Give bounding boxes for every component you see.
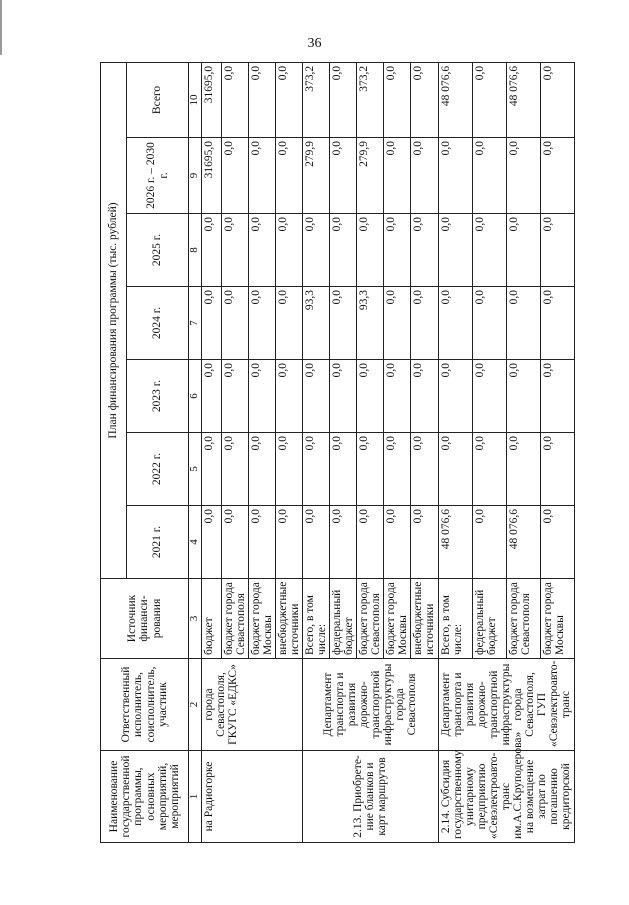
value-cell: 0,0 bbox=[221, 62, 248, 137]
value-cell: 0,0 bbox=[201, 506, 221, 579]
col-index: 1 bbox=[189, 751, 202, 843]
value-cell: 0,0 bbox=[384, 433, 411, 506]
responsible-party: Департамент транспорта и развития дорожно-транспортной инфраструктуры города Севастополя, ГУП «Севэлектроавто-транс bbox=[438, 659, 574, 751]
value-cell: 0,0 bbox=[357, 506, 384, 579]
header-year-2023: 2023 г. bbox=[127, 360, 189, 433]
header-year-2025: 2025 г. bbox=[127, 214, 189, 287]
value-cell: 0,0 bbox=[302, 433, 329, 506]
value-cell: 0,0 bbox=[411, 433, 438, 506]
financing-table bbox=[100, 62, 575, 843]
value-cell: 0,0 bbox=[384, 506, 411, 579]
value-cell: 0,0 bbox=[438, 214, 472, 287]
value-cell: 0,0 bbox=[330, 360, 357, 433]
value-cell: 0,0 bbox=[384, 287, 411, 360]
funding-source: бюджет города Севастополя bbox=[357, 579, 384, 659]
value-cell: 0,0 bbox=[201, 360, 221, 433]
col-index: 2 bbox=[189, 659, 202, 751]
value-cell: 0,0 bbox=[472, 214, 506, 287]
header-plan: План финансирования программы (тыс. рублей) bbox=[101, 62, 127, 578]
measure-name: 2.13. Приобрете-ние бланков и карт маршрутов bbox=[302, 751, 438, 843]
value-cell: 0,0 bbox=[275, 138, 302, 214]
value-cell: 0,0 bbox=[275, 506, 302, 579]
value-cell: 0,0 bbox=[438, 287, 472, 360]
value-cell: 0,0 bbox=[248, 360, 275, 433]
value-cell: 0,0 bbox=[221, 214, 248, 287]
value-cell: 0,0 bbox=[438, 360, 472, 433]
value-cell: 0,0 bbox=[248, 214, 275, 287]
measure-name: 2.14. Субсидия государственному унитарному предприятию «Севэлектроавто-транс им.А.С.Круподерова» на возмещение затрат по погашению кредиторской bbox=[438, 751, 574, 843]
value-cell: 0,0 bbox=[201, 433, 221, 506]
value-cell: 0,0 bbox=[357, 214, 384, 287]
value-cell: 0,0 bbox=[472, 62, 506, 137]
responsible-party: Департамент транспорта и развития дорожно-транспортной инфраструктуры города Севастополя bbox=[302, 659, 438, 751]
funding-source: бюджет города Севастополя bbox=[221, 579, 248, 659]
value-cell: 0,0 bbox=[357, 360, 384, 433]
header-year-2024: 2024 г. bbox=[127, 287, 189, 360]
funding-source: федеральный бюджет bbox=[330, 579, 357, 659]
responsible-party: города Севастополя, ГКУГС «ЕДКС» bbox=[201, 659, 302, 751]
value-cell: 0,0 bbox=[506, 433, 540, 506]
value-cell: 0,0 bbox=[411, 214, 438, 287]
value-cell: 0,0 bbox=[384, 62, 411, 137]
value-cell: 0,0 bbox=[411, 62, 438, 137]
value-cell: 0,0 bbox=[540, 287, 574, 360]
header-year-2026-2030: 2026 г. – 2030 г. bbox=[127, 138, 189, 214]
value-cell: 0,0 bbox=[248, 433, 275, 506]
value-cell: 0,0 bbox=[248, 138, 275, 214]
col-index: 5 bbox=[189, 433, 202, 506]
value-cell: 0,0 bbox=[506, 287, 540, 360]
value-cell: 0,0 bbox=[472, 433, 506, 506]
funding-source: бюджет города Севастополя bbox=[506, 579, 540, 659]
value-cell: 0,0 bbox=[330, 287, 357, 360]
value-cell: 0,0 bbox=[540, 433, 574, 506]
value-cell: 0,0 bbox=[221, 138, 248, 214]
header-responsible: Ответственный исполнитель, соисполнитель, участник bbox=[101, 659, 189, 751]
funding-source: бюджет города Москвы bbox=[248, 579, 275, 659]
header-year-2022: 2022 г. bbox=[127, 433, 189, 506]
header-source: Источник финанси-рования bbox=[101, 579, 189, 659]
value-cell: 48 076,6 bbox=[506, 62, 540, 137]
value-cell: 0,0 bbox=[472, 506, 506, 579]
value-cell: 373,2 bbox=[302, 62, 329, 137]
value-cell: 0,0 bbox=[411, 506, 438, 579]
value-cell: 48 076,6 bbox=[506, 506, 540, 579]
table-row bbox=[438, 62, 472, 842]
column-index-row bbox=[189, 62, 202, 842]
value-cell: 0,0 bbox=[540, 138, 574, 214]
value-cell: 0,0 bbox=[384, 138, 411, 214]
funding-source: Всего, в том числе: bbox=[438, 579, 472, 659]
value-cell: 0,0 bbox=[275, 214, 302, 287]
value-cell: 0,0 bbox=[221, 506, 248, 579]
page-number: 36 bbox=[307, 36, 322, 51]
funding-source: федеральный бюджет bbox=[472, 579, 506, 659]
value-cell: 0,0 bbox=[302, 214, 329, 287]
rotated-table-container bbox=[100, 63, 619, 843]
value-cell: 0,0 bbox=[302, 360, 329, 433]
col-index: 10 bbox=[189, 62, 202, 137]
value-cell: 0,0 bbox=[248, 287, 275, 360]
table-row bbox=[302, 62, 329, 842]
funding-source: бюджет города Москвы bbox=[540, 579, 574, 659]
value-cell: 0,0 bbox=[411, 360, 438, 433]
measure-name: на Радиогорке bbox=[201, 751, 302, 843]
value-cell: 0,0 bbox=[357, 433, 384, 506]
value-cell: 0,0 bbox=[201, 214, 221, 287]
value-cell: 0,0 bbox=[330, 506, 357, 579]
header-total: Всего bbox=[127, 62, 189, 137]
header-year-2021: 2021 г. bbox=[127, 506, 189, 579]
value-cell: 0,0 bbox=[275, 287, 302, 360]
value-cell: 0,0 bbox=[472, 138, 506, 214]
value-cell: 0,0 bbox=[248, 506, 275, 579]
value-cell: 48 076,6 bbox=[438, 62, 472, 137]
value-cell: 48 076,6 bbox=[438, 506, 472, 579]
value-cell: 31695,0 bbox=[201, 138, 221, 214]
funding-source: бюджет bbox=[201, 579, 221, 659]
value-cell: 0,0 bbox=[506, 360, 540, 433]
col-index: 8 bbox=[189, 214, 202, 287]
value-cell: 279,9 bbox=[357, 138, 384, 214]
value-cell: 0,0 bbox=[221, 287, 248, 360]
col-index: 3 bbox=[189, 579, 202, 659]
value-cell: 0,0 bbox=[540, 360, 574, 433]
value-cell: 0,0 bbox=[411, 138, 438, 214]
funding-source: внебюджетные источники bbox=[275, 579, 302, 659]
funding-source: Всего, в том числе: bbox=[302, 579, 329, 659]
value-cell: 0,0 bbox=[275, 360, 302, 433]
table-row bbox=[201, 62, 221, 842]
value-cell: 0,0 bbox=[201, 287, 221, 360]
value-cell: 93,3 bbox=[357, 287, 384, 360]
value-cell: 0,0 bbox=[540, 214, 574, 287]
value-cell: 279,9 bbox=[302, 138, 329, 214]
funding-source: бюджет города Москвы bbox=[384, 579, 411, 659]
value-cell: 0,0 bbox=[302, 506, 329, 579]
value-cell: 0,0 bbox=[384, 360, 411, 433]
value-cell: 0,0 bbox=[330, 138, 357, 214]
value-cell: 0,0 bbox=[330, 214, 357, 287]
value-cell: 0,0 bbox=[275, 433, 302, 506]
header-name: Наименование государственной программы, основных мероприятий, мероприятий bbox=[101, 751, 189, 843]
value-cell: 0,0 bbox=[540, 62, 574, 137]
value-cell: 0,0 bbox=[506, 214, 540, 287]
value-cell: 0,0 bbox=[438, 433, 472, 506]
value-cell: 0,0 bbox=[248, 62, 275, 137]
col-index: 7 bbox=[189, 287, 202, 360]
col-index: 6 bbox=[189, 360, 202, 433]
value-cell: 0,0 bbox=[330, 62, 357, 137]
value-cell: 0,0 bbox=[384, 214, 411, 287]
value-cell: 0,0 bbox=[472, 360, 506, 433]
value-cell: 93,3 bbox=[302, 287, 329, 360]
col-index: 9 bbox=[189, 138, 202, 214]
funding-source: внебюджетные источники bbox=[411, 579, 438, 659]
value-cell: 0,0 bbox=[221, 433, 248, 506]
value-cell: 0,0 bbox=[472, 287, 506, 360]
value-cell: 0,0 bbox=[275, 62, 302, 137]
value-cell: 0,0 bbox=[411, 287, 438, 360]
value-cell: 0,0 bbox=[221, 360, 248, 433]
value-cell: 0,0 bbox=[330, 433, 357, 506]
value-cell: 0,0 bbox=[540, 506, 574, 579]
value-cell: 31695,0 bbox=[201, 62, 221, 137]
col-index: 4 bbox=[189, 506, 202, 579]
value-cell: 0,0 bbox=[438, 138, 472, 214]
value-cell: 0,0 bbox=[506, 138, 540, 214]
value-cell: 373,2 bbox=[357, 62, 384, 137]
